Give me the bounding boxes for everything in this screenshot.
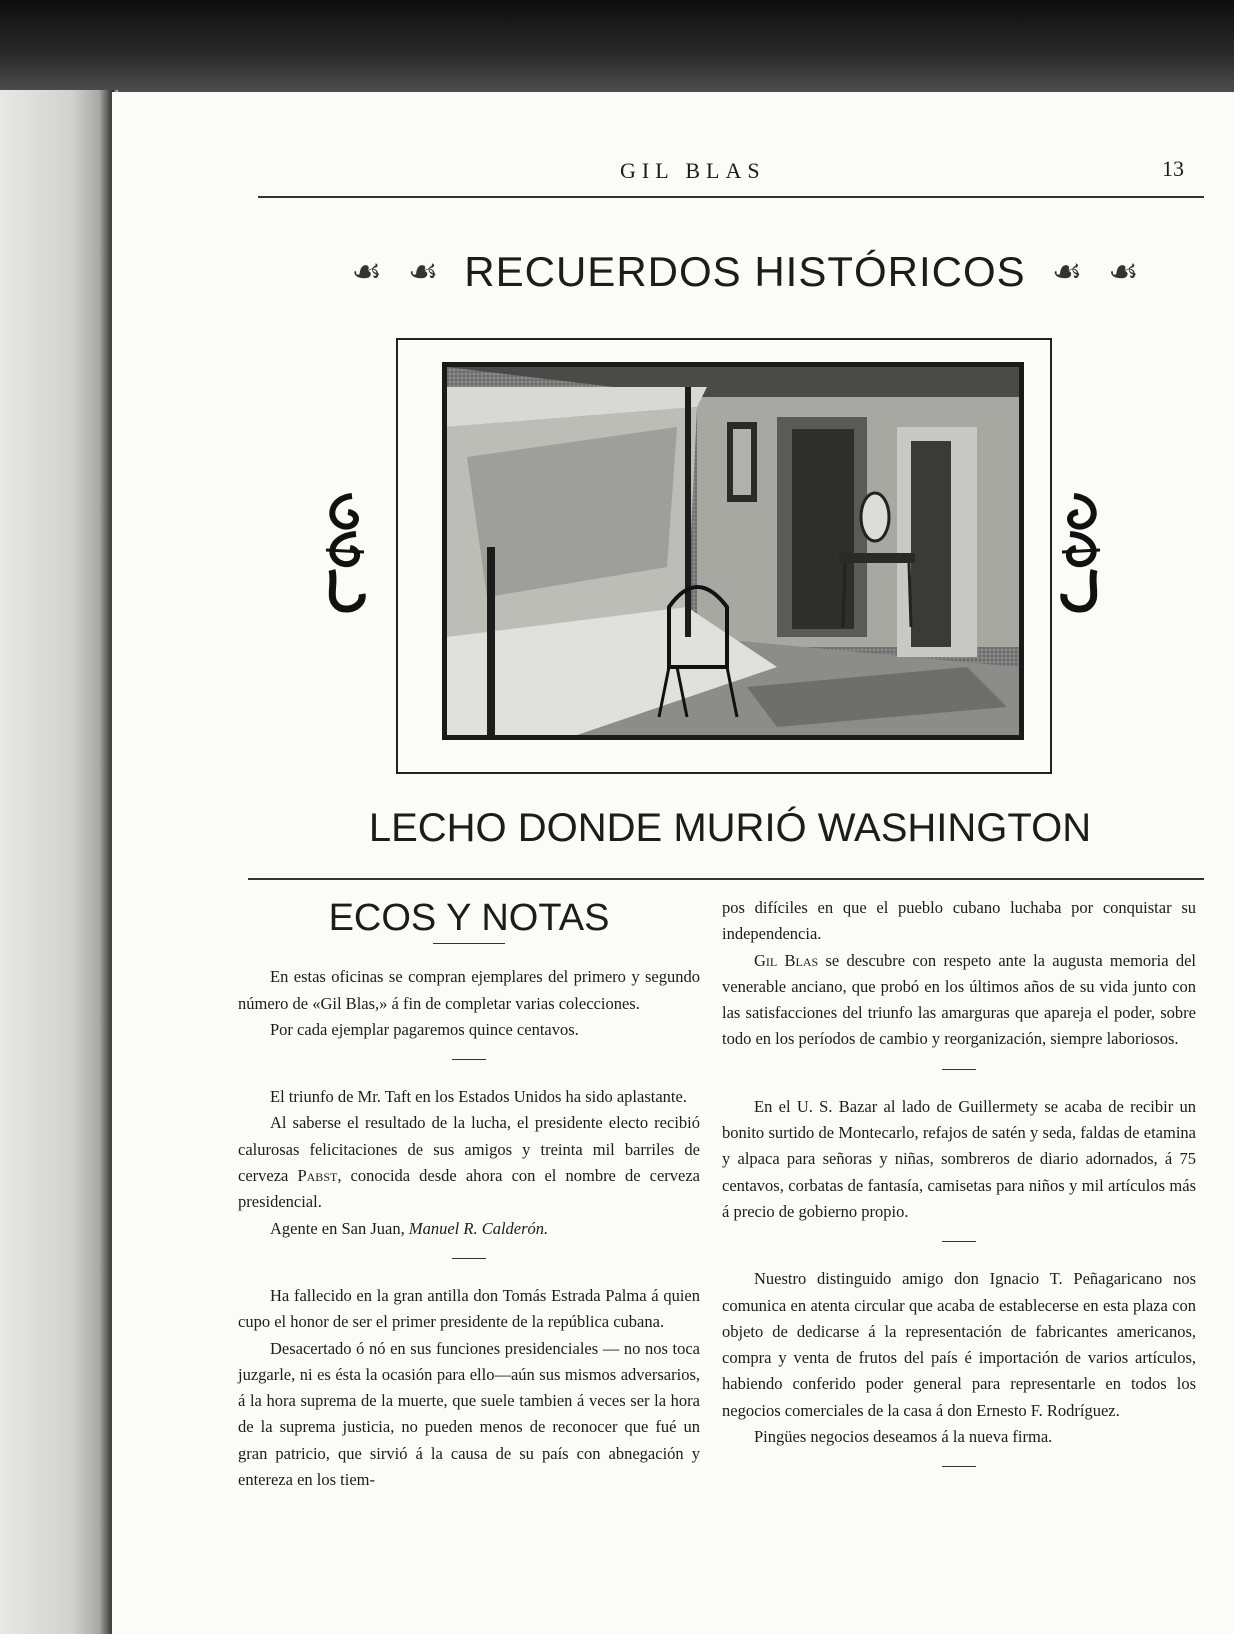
separator bbox=[452, 1258, 486, 1259]
separator bbox=[942, 1241, 976, 1242]
text-run: , conocida desde ahora con el nombre de cerveza presidencial. bbox=[238, 1166, 700, 1212]
paragraph: En estas oficinas se compran ejemplares del primero y segundo número de «Gil Blas,» á fin de completar varias colecciones. bbox=[238, 967, 700, 1013]
paragraph: En el U. S. Bazar al lado de Guillermety se acaba de recibir un bonito surtido de Montecarlo, refajos de satén y seda, faldas de etamina y alpaca para señoras y niñas, sombreros de diario adornados, á 75 centavos, corbatas de fantasía, camisetas para niños y mil artículos más á precio de gobierno propio. bbox=[722, 1096, 1196, 1221]
page-number: 13 bbox=[1162, 156, 1184, 181]
fleuron-icon: ☙ bbox=[351, 254, 382, 291]
fleuron-icon: ☙ bbox=[407, 254, 439, 291]
magazine-name: Gil Blas bbox=[754, 950, 819, 970]
column-heading: ECOS Y NOTAS bbox=[328, 897, 610, 939]
brand-name: Pabst bbox=[297, 1166, 338, 1186]
paragraph bbox=[238, 1110, 700, 1215]
fleuron-icon: ☙ bbox=[1108, 254, 1139, 291]
header-rule bbox=[258, 196, 1204, 198]
left-column bbox=[238, 895, 700, 1493]
separator bbox=[452, 1059, 486, 1060]
section-title-text: RECUERDOS HISTÓRICOS bbox=[464, 248, 1026, 295]
paragraph bbox=[238, 1216, 700, 1242]
caption-rule bbox=[248, 878, 1204, 880]
right-column bbox=[722, 895, 1196, 1491]
text-run: se descubre con respeto ante la augusta memoria del venerable anciano, que probó en los últimos años de su vida junto con las satisfacciones del triunfo las amarguras que apareja el poder, sobre todo en los períodos de cambio y reorganización, siempre laboriosos. bbox=[722, 950, 1196, 1049]
separator bbox=[942, 1466, 976, 1467]
scan-dark-edge bbox=[0, 0, 1234, 100]
art-nouveau-ornament-icon bbox=[322, 490, 368, 614]
book-spine bbox=[0, 90, 118, 1634]
paragraph bbox=[722, 948, 1196, 1053]
fleuron-icon: ☙ bbox=[1051, 254, 1083, 291]
paragraph: pos difíciles en que el pueblo cubano luchaba por conquistar su independencia. bbox=[722, 898, 1196, 944]
agent-name: Manuel R. Calderón. bbox=[408, 1218, 549, 1238]
bedroom-image bbox=[447, 367, 1019, 735]
paragraph: Por cada ejemplar pagaremos quince centavos. bbox=[270, 1019, 579, 1039]
separator bbox=[942, 1069, 976, 1070]
paragraph: Ha fallecido en la gran antilla don Tomás Estrada Palma á quien cupo el honor de ser el primer presidente de la república cubana. bbox=[238, 1285, 700, 1332]
paragraph: Pingües negocios deseamos á la nueva firma. bbox=[754, 1427, 1053, 1447]
paragraph: Desacertado ó nó en sus funciones presidenciales — no nos toca juzgarle, ni es ésta la ocasión para ello—aún sus mismos adversarios, á la hora suprema de la muerte, que suele tambien á veces ser la hora de la suprema justicia, no pueden menos de reconocer que fué un gran patricio, que sirvió á la causa de su país con abnegación y entereza en los tiem- bbox=[238, 1338, 700, 1490]
paragraph: El triunfo de Mr. Taft en los Estados Unidos ha sido aplastante. bbox=[270, 1087, 687, 1107]
heading-rule bbox=[433, 943, 505, 944]
text-run: Al saberse el resultado de la lucha, el presidente electo recibió calurosas felicitaciones de sus amigos y treinta mil barriles de cerveza bbox=[238, 1113, 700, 1186]
photo-caption: LECHO DONDE MURIÓ WASHINGTON bbox=[368, 806, 1092, 850]
section-title bbox=[330, 248, 1160, 296]
paragraph: Nuestro distinguido amigo don Ignacio T. Peñagaricano nos comunica en atenta circular que acaba de establecerse en esta plaza con objeto de dedicarse á la representación de fabricantes americanos, compra y venta de frutos del país é importación de varios artículos, habiendo conferido poder general para representarle en todos los negocios comerciales de la casa á don Ernesto F. Rodríguez. bbox=[722, 1269, 1196, 1420]
running-title: GIL BLAS bbox=[620, 158, 766, 183]
bedroom-photograph bbox=[442, 362, 1024, 740]
text-run: Agente en San Juan, bbox=[270, 1218, 405, 1238]
art-nouveau-ornament-icon bbox=[1058, 490, 1104, 614]
